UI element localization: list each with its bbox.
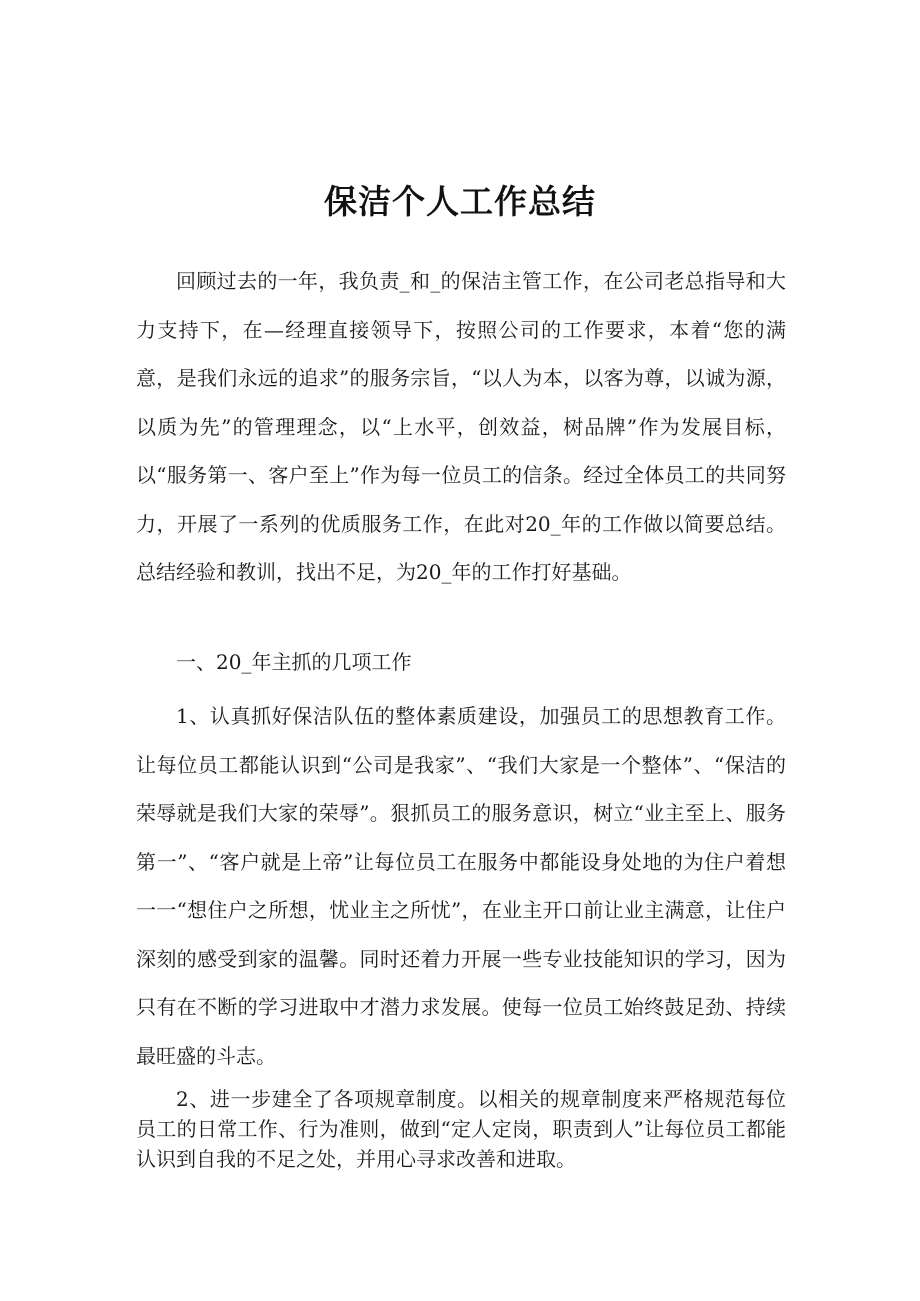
intro-paragraph: 回顾过去的一年，我负责_和_的保洁主管工作，在公司老总指导和大力支持下，在—经理直接领导下，按照公司的工作要求，本着“您的满意，是我们永远的追求”的服务宗旨，“以人为本，以客为尊，以诚为源，以质为先”的管理理念，以“上水平，创效益，树品牌”作为发展目标，以“服务第一、客户至上”作为每一位员工的信条。经过全体员工的共同努力，开展了一系列的优质服务工作，在此对20_年的工作做以简要总结。总结经验和教训，找出不足，为20_年的工作打好基础。 (136, 269, 786, 584)
work-item-1-paragraph: 1、认真抓好保洁队伍的整体素质建设，加强员工的思想教育工作。让每位员工都能认识到“公司是我家”、“我们大家是一个整体”、“保洁的荣辱就是我们大家的荣辱”。狠抓员工的服务意识，树立“业主至上、服务第一”、“客户就是上帝”让每位员工在服务中都能设身处地的为住户着想一一“想住户之所想，忧业主之所忧”，在业主开口前让业主满意，让住户深刻的感受到家的温馨。同时还着力开展一些专业技能知识的学习，因为只有在不断的学习进取中才潜力求发展。使每一位员工始终鼓足劲、持续最旺盛的斗志。 (136, 704, 786, 1068)
document-title: 保洁个人工作总结 (324, 182, 596, 222)
section-heading: 一、20_年主抓的几项工作 (176, 650, 412, 674)
work-item-2-paragraph: 2、进一步建全了各项规章制度。以相关的规章制度来严格规范每位员工的日常工作、行为准则，做到“定人定岗，职责到人”让每位员工都能认识到自我的不足之处，并用心寻求改善和进取。 (136, 1087, 786, 1171)
